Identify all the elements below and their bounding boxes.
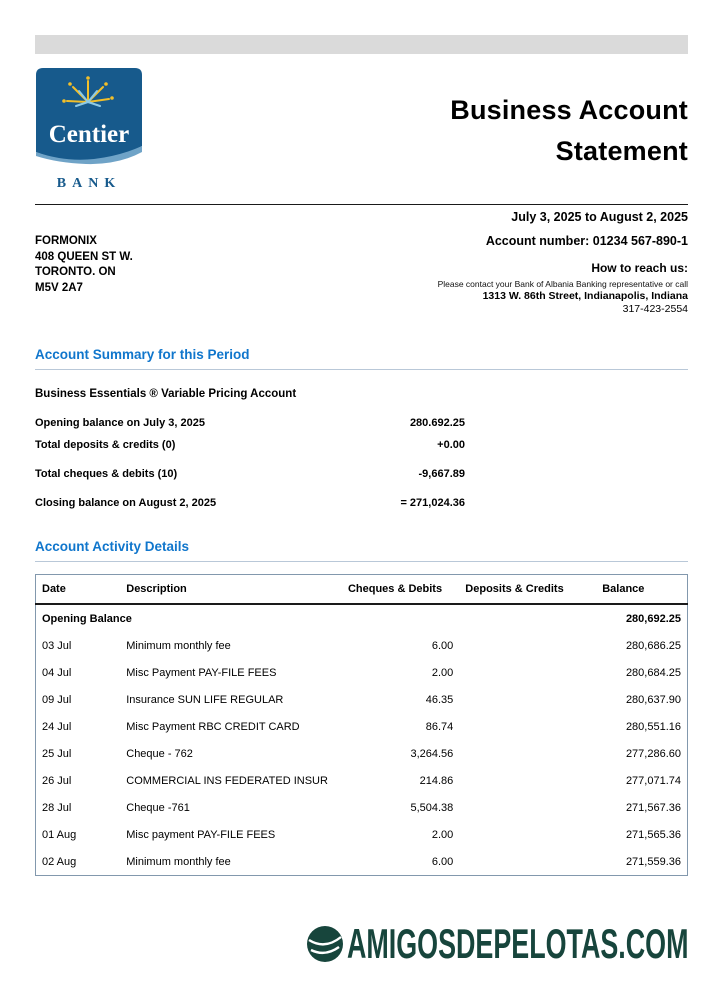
recipient-street: 408 QUEEN ST W.: [35, 250, 133, 263]
cell-credit: [459, 686, 596, 713]
summary-label: Opening balance on July 3, 2025: [35, 417, 205, 429]
globe-icon: [306, 925, 344, 963]
cell-date: 01 Aug: [42, 828, 77, 841]
bank-address: 1313 W. 86th Street, Indianapolis, Indiana: [482, 290, 688, 302]
contact-block: [438, 234, 688, 315]
table-row: [36, 659, 688, 686]
reach-us-note: Please contact your Bank of Albania Banking representative or call: [437, 279, 688, 289]
cell-debit: 6.00: [431, 855, 454, 868]
header-divider: [35, 204, 688, 205]
cell-debit: 2.00: [431, 666, 454, 679]
cell-date: 04 Jul: [42, 666, 72, 679]
cell-date: 02 Aug: [42, 855, 77, 868]
cell-balance: 271,559.36: [625, 855, 681, 868]
activity-heading: Account Activity Details: [35, 539, 688, 562]
table-row: [36, 713, 688, 740]
summary-value: 280.692.25: [409, 417, 465, 429]
page-title: [450, 90, 688, 192]
cell-balance: 280,637.90: [625, 693, 681, 706]
table-row: [36, 794, 688, 821]
watermark-text: AMIGOSDEPELOTAS.COM: [347, 920, 689, 967]
cell-credit: [459, 740, 596, 767]
cell-date: 24 Jul: [42, 720, 72, 733]
col-header-credits: Deposits & Credits: [459, 575, 596, 605]
cell-credit: [459, 848, 596, 876]
summary-value: -9,667.89: [418, 468, 465, 480]
site-watermark: [306, 920, 720, 968]
recipient-address: [35, 234, 133, 315]
summary-row-closing: [35, 497, 465, 509]
table-row-opening-balance: [36, 604, 688, 632]
cell-balance: 271,567.36: [625, 801, 681, 814]
summary-row-debits: [35, 468, 465, 480]
top-gray-bar: [35, 35, 688, 54]
cell-opening-balance: 280,692.25: [625, 612, 681, 625]
cell-debit: 46.35: [425, 693, 454, 706]
summary-row-deposits: [35, 439, 465, 451]
account-summary: [35, 388, 688, 509]
account-number: Account number: 01234 567-890-1: [485, 234, 688, 248]
cell-balance: 280,551.16: [625, 720, 681, 733]
recipient-city: TORONTO. ON: [35, 266, 116, 279]
table-row: [36, 632, 688, 659]
title-line-2: Statement: [555, 135, 688, 166]
logo-brand-text: Centier: [48, 121, 130, 148]
header: [35, 68, 688, 192]
col-header-date: Date: [36, 575, 121, 605]
summary-value: +0.00: [437, 439, 465, 451]
cell-credit: [459, 767, 596, 794]
account-info-block: [35, 234, 688, 315]
cell-debit: 3,264.56: [410, 747, 454, 760]
cell-description: Cheque - 762: [126, 747, 193, 760]
summary-label: Total deposits & credits (0): [35, 439, 176, 451]
cell-date: 28 Jul: [42, 801, 72, 814]
cell-debit: 6.00: [431, 639, 454, 652]
cell-description: Minimum monthly fee: [126, 639, 231, 652]
table-header-row: [36, 575, 688, 605]
cell-credit: [459, 821, 596, 848]
centier-bank-logo: [35, 68, 143, 192]
summary-value: = 271,024.36: [400, 497, 465, 509]
cell-credit: [459, 794, 596, 821]
table-row: [36, 848, 688, 876]
cell-opening-label: Opening Balance: [42, 612, 132, 625]
bank-phone: 317-423-2554: [622, 303, 688, 315]
col-header-description: Description: [120, 575, 342, 605]
cell-description: Misc payment PAY-FILE FEES: [126, 828, 276, 841]
reach-us-label: How to reach us:: [591, 261, 688, 275]
cell-debit: 214.86: [419, 774, 454, 787]
cell-description: Minimum monthly fee: [126, 855, 231, 868]
cell-credit: [459, 659, 596, 686]
cell-description: Insurance SUN LIFE REGULAR: [126, 693, 284, 706]
cell-description: Cheque -761: [126, 801, 190, 814]
table-row: [36, 686, 688, 713]
logo-bank-text: BANK: [56, 176, 122, 191]
summary-label: Total cheques & debits (10): [35, 468, 178, 480]
title-line-1: Business Account: [450, 95, 688, 125]
cell-description: Misc Payment RBC CREDIT CARD: [126, 720, 300, 733]
cell-date: 26 Jul: [42, 774, 72, 787]
cell-balance: 280,684.25: [625, 666, 681, 679]
cell-description: COMMERCIAL INS FEDERATED INSUR: [126, 774, 328, 787]
summary-row-opening: [35, 417, 465, 429]
cell-date: 03 Jul: [42, 639, 72, 652]
cell-balance: 271,565.36: [625, 828, 681, 841]
cell-debit: 86.74: [425, 720, 454, 733]
table-row: [36, 740, 688, 767]
cell-date: 09 Jul: [42, 693, 72, 706]
cell-balance: 280,686.25: [625, 639, 681, 652]
recipient-postal: M5V 2A7: [35, 281, 83, 294]
cell-debit: 2.00: [431, 828, 454, 841]
cell-balance: 277,286.60: [625, 747, 681, 760]
activity-table: [35, 574, 688, 876]
table-row: [36, 767, 688, 794]
col-header-debits: Cheques & Debits: [342, 575, 459, 605]
summary-heading: Account Summary for this Period: [35, 347, 688, 370]
statement-period: July 3, 2025 to August 2, 2025: [511, 210, 688, 224]
cell-credit: [459, 713, 596, 740]
cell-date: 25 Jul: [42, 747, 72, 760]
table-row: [36, 821, 688, 848]
cell-debit: 5,504.38: [410, 801, 454, 814]
cell-credit: [459, 632, 596, 659]
recipient-name: FORMONIX: [35, 235, 97, 247]
cell-balance: 277,071.74: [625, 774, 681, 787]
centier-logo-graphic: [36, 68, 142, 168]
summary-label: Closing balance on August 2, 2025: [35, 497, 217, 509]
col-header-balance: Balance: [596, 575, 687, 605]
cell-description: Misc Payment PAY-FILE FEES: [126, 666, 277, 679]
account-type: Business Essentials ® Variable Pricing Account: [35, 388, 297, 400]
